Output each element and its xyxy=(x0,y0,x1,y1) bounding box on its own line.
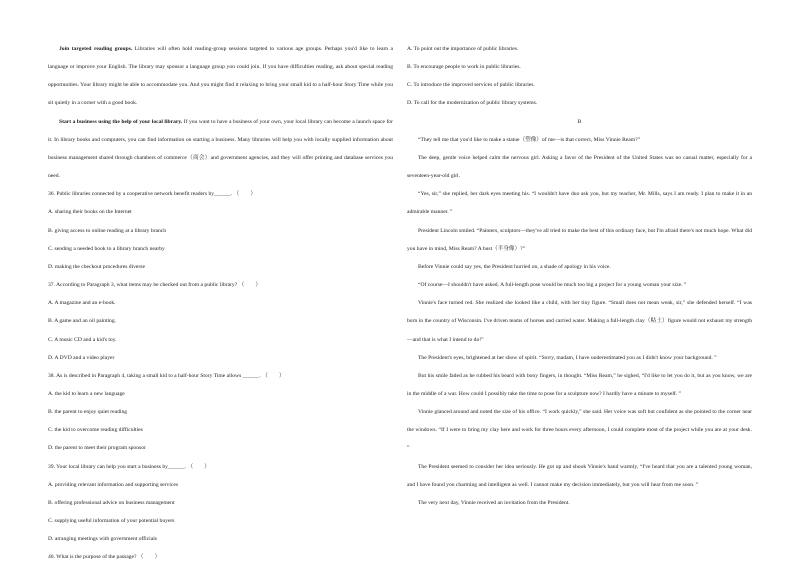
option: C. the kid to overcome reading difficulties xyxy=(48,427,143,434)
story-paragraph: The deep, gentle voice helped calm the nervous girl. Asking a favor of the President of the United States was no casual matter, especially for a seventeen-year-old girl. xyxy=(407,154,752,180)
story-paragraph: The President seemed to consider her idea seriously. He got up and shook Vinnie's hand warmly, “I've heard that you are a talented young woman, and I have found you charming and intelligent as well. I cannot make my decision immediately, but you will hear from me soon. ” xyxy=(407,463,752,488)
question-40: 40. What is the purpose of the passage? （ ） xyxy=(48,554,161,561)
option: A. the kid to learn a new language xyxy=(48,390,125,397)
question-39: 39. Your local library can help you start a business by______. （ ） xyxy=(48,463,210,470)
option: B. giving access to online reading at a library branch xyxy=(48,227,167,234)
story-paragraph: But his smile faded as he rubbed his beard with bony fingers, in thought. “Miss Ream,” he sighed, “I'd like to let you do it, but as you know, we are in the middle of a war. How could I possibly take the time to pose for a sculpture now? I hardly have a minute to myself. ” xyxy=(407,372,752,397)
option: A. sharing their books on the Internet xyxy=(48,209,132,216)
paragraph-heading: Join targeted reading groups. xyxy=(59,46,133,52)
option: A. To point out the importance of public libraries. xyxy=(407,46,519,52)
story-paragraph: President Lincoln smiled. “Painters, sculptors—they've all tried to make the best of this ordinary face, but I'm afraid there's not much hope. What did you have in mind, Miss Ream? A bust（半身像）?” xyxy=(407,227,752,252)
option: C. sending a needed book to a library branch nearby xyxy=(48,245,165,252)
option: B. To encourage people to work in public libraries. xyxy=(407,64,521,71)
option: C. supplying useful information of your potential buyers xyxy=(48,518,175,525)
story-paragraph: “They tell me that you'd like to make a statue（塑像）of me—is that correct, Miss Vinnie Ream?” xyxy=(418,136,641,143)
story-paragraph: “Of course—I shouldn't have asked. A full-length pose would be much too big a project for a young woman your size. ” xyxy=(418,282,687,289)
story-paragraph: Vinnie glanced around and noted the size of his office. “I work quickly,” she said. Her voice was soft but confident as she pointed to the corner near the windows. “If I were to bring my clay here and work for three hours every afternoon, I could complete most of the project while you are at your desk. ” xyxy=(407,409,752,452)
question-36: 36. Public libraries connected by a cooperative network benefit readers by______. （ ） xyxy=(48,191,256,198)
paragraph-business xyxy=(48,113,393,186)
option: D. making the checkout procedures diverse xyxy=(48,263,145,270)
section-heading: B xyxy=(577,118,582,125)
story-paragraph: The very next day, Vinnie received an invitation from the President. xyxy=(418,499,570,506)
option: C. To introduce the improved services of public libraries. xyxy=(407,82,535,89)
right-column xyxy=(407,40,752,512)
option: D. the parent to meet their program sponsor xyxy=(48,445,146,452)
question-37: 37. According to Paragraph 3, what items may be checked out from a public library? （ ） xyxy=(48,282,261,289)
story-paragraph: “Yes, sir,” she replied, her dark eyes meeting his. “I wouldn't have duo ask you, but my teacher, Mr. Mills, says I am ready. I plan to make it in an admirable manner. ” xyxy=(407,191,752,216)
paragraph-text: Libraries will often hold reading-group sessions targeted to various age groups. Perhaps you'd like to learn a language or improve your English. The library may sponsor a language group you could join. If you have difficulties reading, ask about special reading opportunities. Your library might be able to accommodate you. And you might find it relaxing to bring your small kid to a half-hour Story Time while you sit quietly in a corner with a good book. xyxy=(48,46,393,107)
option: A. A magazine and an e-book. xyxy=(48,300,116,307)
story-paragraph: Vinnie's face turned red. She realized she looked like a child, with her tiny figure. “Small does not mean weak, sir,” she defended herself. “I was born in the country of Wisconsin. I've driven teams of horses and carried water. Making a full-length clay（粘土）figure would not exhaust my strength—and that is what I intend to do!” xyxy=(407,300,752,343)
story-paragraph: Before Vinnie could say yes, the President hurried on, a shade of apology in his voice. xyxy=(418,263,611,270)
option: B. offering professional advice on business management xyxy=(48,499,175,506)
paragraph-text: If you want to have a business of your own, your local library can become a launch space for it. In library books and computers, you can find information on starting a business. Many libraries will help you with locally supplied information about business management shared through chambers of commerce（商会）and government agencies, and they will offer printing and database services you need. xyxy=(48,118,393,180)
paragraph-heading: Start a business using the help of your local library. xyxy=(59,118,183,125)
option: D. arranging meetings with government officials xyxy=(48,536,157,543)
left-column xyxy=(48,40,393,567)
option: D. To call for the modernization of public library systems. xyxy=(407,100,538,107)
paragraph-reading-groups xyxy=(48,40,393,113)
option: C. A music CD and a kid's toy. xyxy=(48,336,117,343)
question-38: 38. As is described in Paragraph 4, taking a small kid to a half-hour Story Time allows ______. （ ） xyxy=(48,372,285,379)
option: D. A DVD and a video player xyxy=(48,354,115,361)
option: B. A game and an oil painting. xyxy=(48,318,117,325)
story-paragraph: The President's eyes, brightened at her show of spirit. “Sorry, madam, I have underestimated you as I didn't know your background. ” xyxy=(418,354,717,361)
option: A. providing relevant information and supporting services xyxy=(48,481,179,488)
option: B. the parent to enjoy quiet reading xyxy=(48,409,128,416)
